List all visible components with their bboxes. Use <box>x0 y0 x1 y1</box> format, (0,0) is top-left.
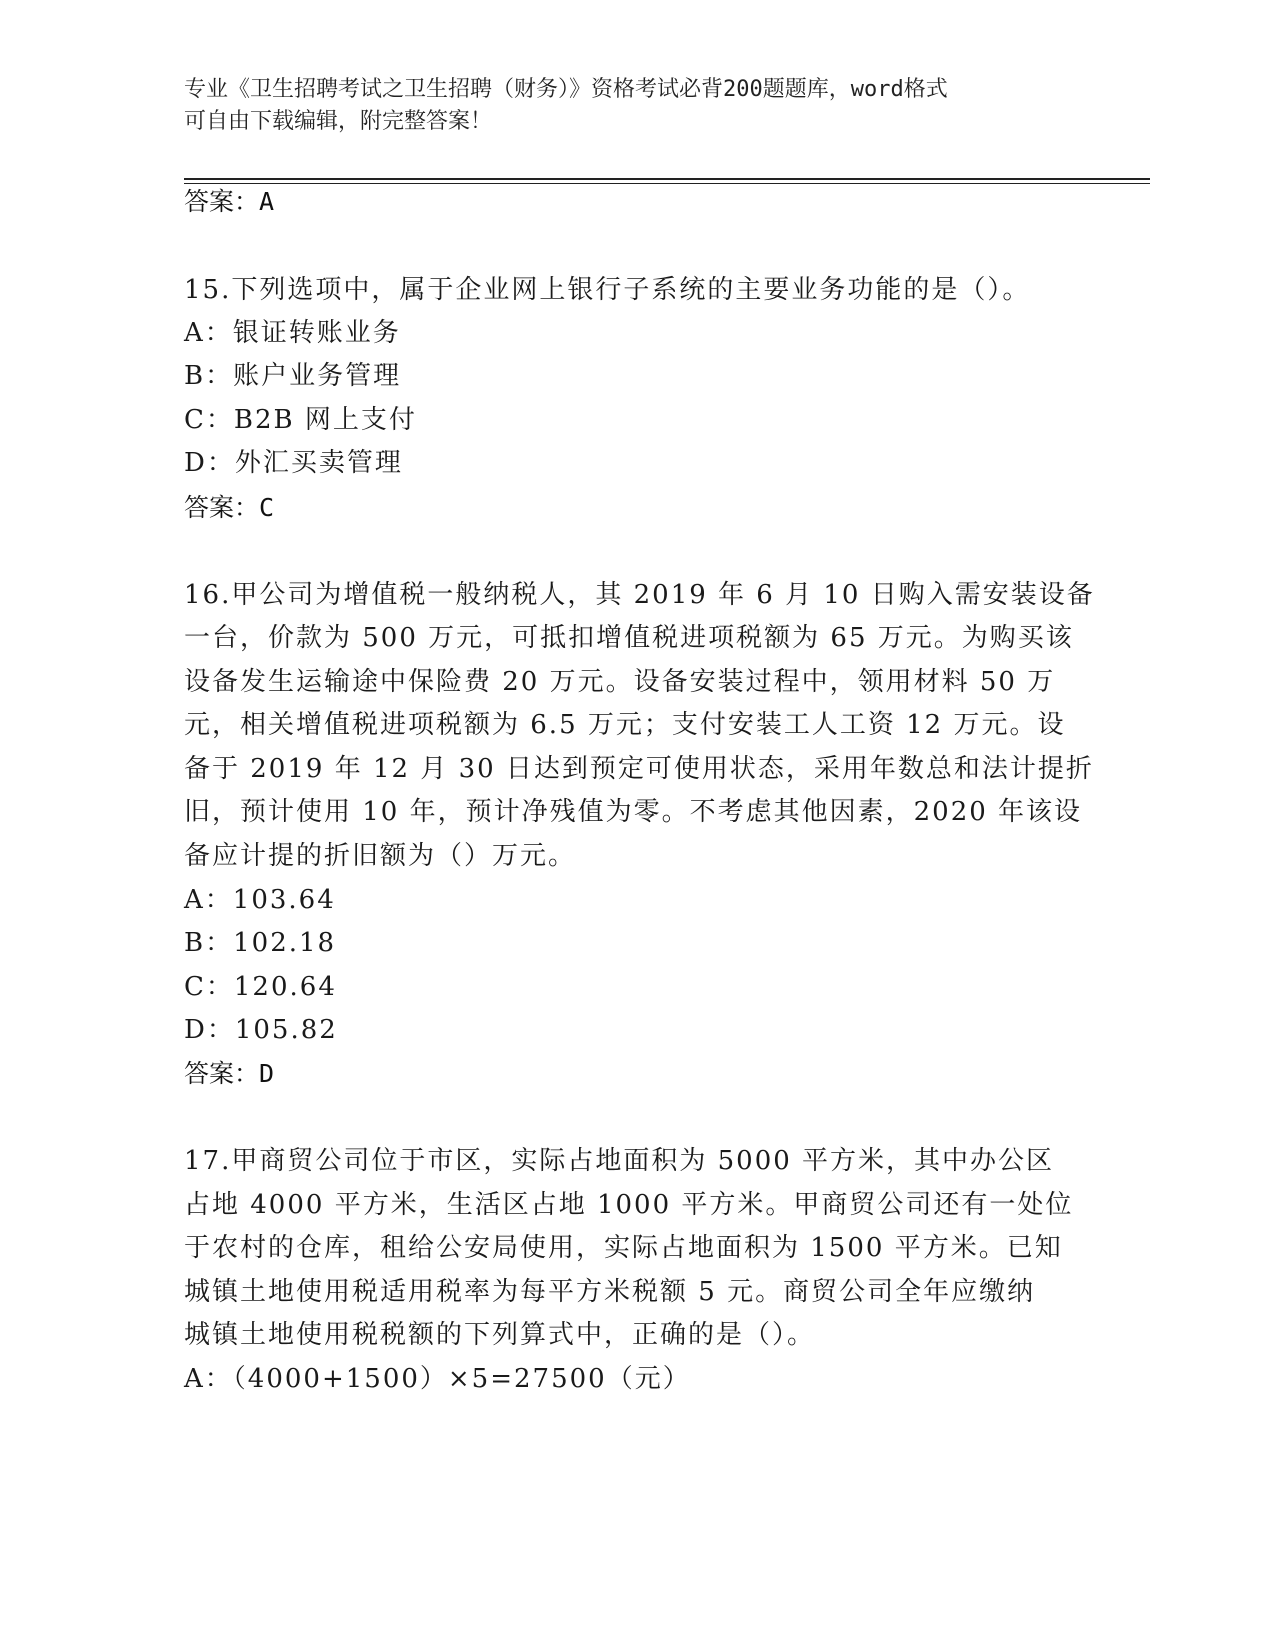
header-divider-thick <box>184 178 1150 180</box>
header-line-1: 专业《卫生招聘考试之卫生招聘（财务）》资格考试必背200题题库，word格式 <box>184 77 948 102</box>
question-16-option-b: B：102.18 <box>184 928 337 958</box>
document-header <box>184 74 1064 138</box>
header-line-2: 可自由下载编辑，附完整答案！ <box>184 109 493 134</box>
question-16-stem-line-6: 旧，预计使用 10 年，预计净残值为零。不考虑其他因素，2020 年该设 <box>184 797 1083 827</box>
question-15-option-d: D：外汇买卖管理 <box>184 448 403 478</box>
question-15-option-b: B：账户业务管理 <box>184 361 402 391</box>
question-17-stem-line-3: 于农村的仓库，租给公安局使用，实际占地面积为 1500 平方米。已知 <box>184 1233 1063 1263</box>
question-17-option-a: A：（4000+1500）×5=27500（元） <box>184 1364 691 1394</box>
question-16-stem-line-7: 备应计提的折旧额为（）万元。 <box>184 841 577 871</box>
header-divider-thin <box>184 183 1150 184</box>
question-17-stem-line-5: 城镇土地使用税税额的下列算式中，正确的是（）。 <box>184 1320 816 1350</box>
question-15-stem: 15.下列选项中，属于企业网上银行子系统的主要业务功能的是（）。 <box>184 275 1031 305</box>
question-17-stem-line-1: 17.甲商贸公司位于市区，实际占地面积为 5000 平方米，其中办公区 <box>184 1146 1055 1176</box>
question-16-stem-line-2: 一台，价款为 500 万元，可抵扣增值税进项税额为 65 万元。为购买该 <box>184 623 1074 653</box>
question-17-stem-line-4: 城镇土地使用税适用税率为每平方米税额 5 元。商贸公司全年应缴纳 <box>184 1277 1036 1307</box>
question-16-option-a: A：103.64 <box>184 885 336 915</box>
question-16-stem-line-3: 设备发生运输途中保险费 20 万元。设备安装过程中，领用材料 50 万 <box>184 667 1056 697</box>
question-16-option-d: D：105.82 <box>184 1015 338 1045</box>
question-15-option-a: A：银证转账业务 <box>184 318 401 348</box>
question-16-answer: 答案：D <box>184 1059 275 1088</box>
question-15-answer: 答案：C <box>184 493 275 522</box>
question-16-stem-line-5: 备于 2019 年 12 月 30 日达到预定可使用状态，采用年数总和法计提折 <box>184 754 1094 784</box>
question-16-stem-line-1: 16.甲公司为增值税一般纳税人，其 2019 年 6 月 10 日购入需安装设备 <box>184 580 1095 610</box>
question-15-option-c: C：B2B 网上支付 <box>184 405 417 435</box>
question-16-option-c: C：120.64 <box>184 972 337 1002</box>
question-16-stem-line-4: 元，相关增值税进项税额为 6.5 万元；支付安装工人工资 12 万元。设 <box>184 710 1066 740</box>
previous-answer: 答案：A <box>184 187 275 216</box>
question-17-stem-line-2: 占地 4000 平方米，生活区占地 1000 平方米。甲商贸公司还有一处位 <box>184 1190 1074 1220</box>
